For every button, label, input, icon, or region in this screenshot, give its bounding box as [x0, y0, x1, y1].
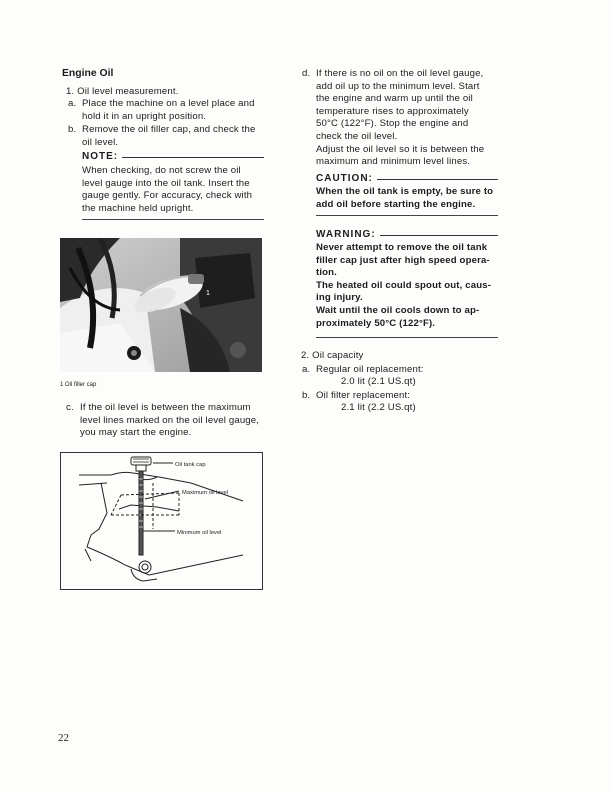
step-b-text [82, 124, 264, 149]
photo-callout-number: 1 [206, 290, 210, 297]
text-line: Wait until the oil cools down to ap- [316, 304, 480, 316]
step-b-label: b. [68, 124, 77, 135]
text-line: gauge gently. For accuracy, check with [82, 190, 253, 202]
text-line: When the oil tank is empty, be sure to [316, 186, 494, 197]
max-level-label: Maximum oil level [182, 490, 229, 496]
capacity-a-text: Regular oil replacement: [316, 364, 424, 375]
step-c-label: c. [66, 402, 74, 413]
text-line: level lines marked on the oil level gauge, [80, 414, 260, 426]
capacity-b-text: Oil filter replacement: [316, 390, 411, 401]
note-rule [122, 157, 264, 158]
text-line: oil level. [82, 136, 119, 148]
text-line: you may start the engine. [80, 427, 192, 439]
text-line: If there is no oil on the oil level gauge, [316, 68, 484, 79]
photo-caption: 1 Oil filler cap [60, 382, 97, 388]
text-line: Remove the oil filler cap, and check the [82, 124, 256, 135]
text-line: tion. [316, 267, 337, 279]
text-line: Never attempt to remove the oil tank [316, 242, 488, 253]
step-d-label: d. [302, 68, 311, 79]
warning-heading [316, 229, 498, 240]
text-line: maximum and minimum level lines. [316, 156, 471, 168]
text-line: filler cap just after high speed opera- [316, 254, 490, 266]
text-line: level gauge into the oil tank. Insert the [82, 177, 250, 189]
text-line: If the oil level is between the maximum [80, 402, 251, 413]
note-heading [82, 151, 264, 162]
capacity-a-value: 2.0 lit (2.1 US.qt) [341, 376, 416, 387]
text-line: Adjust the oil level so it is between the [316, 143, 485, 155]
page-number: 22 [58, 732, 69, 744]
caution-end-rule [316, 215, 498, 216]
note-body [82, 165, 264, 215]
text-line: the machine held upright. [82, 202, 194, 214]
warning-rule [380, 235, 498, 236]
caution-heading [316, 173, 498, 184]
text-line: add oil up to the minimum level. Start [316, 80, 480, 92]
capacity-b-value: 2.1 lit (2.2 US.qt) [341, 402, 416, 413]
capacity-a-label: a. [302, 364, 311, 375]
warning-end-rule [316, 337, 498, 338]
caution-label: CAUTION: [316, 173, 373, 184]
warning-label: WARNING: [316, 229, 376, 240]
text-line: check the oil level. [316, 130, 398, 142]
text-line: When checking, do not screw the oil [82, 165, 241, 176]
text-line: hold it in an upright position. [82, 110, 207, 122]
step-a-label: a. [68, 98, 77, 109]
cap-label: Oil tank cap [175, 462, 206, 468]
min-level-label: Minimum oil level [177, 530, 222, 536]
text-line: The heated oil could spout out, caus- [316, 279, 492, 291]
caution-rule [377, 179, 498, 180]
note-end-rule [82, 219, 264, 220]
text-line: proximately 50°C (122°F). [316, 317, 436, 329]
oil-tank-diagram [60, 452, 263, 590]
capacity-b-label: b. [302, 390, 311, 401]
step-c-text [80, 402, 268, 440]
step-a-text [82, 98, 264, 123]
text-line: temperature rises to approximately [316, 105, 469, 117]
text-line: ing injury. [316, 292, 363, 304]
text-line: Place the machine on a level place and [82, 98, 255, 109]
text-line: 50°C (122°F). Stop the engine and [316, 118, 469, 130]
text-line: add oil before starting the engine. [316, 198, 476, 210]
step-2-heading: 2. Oil capacity [301, 350, 364, 361]
warning-body [316, 242, 500, 330]
text-line: the engine and warm up until the oil [316, 93, 473, 105]
step-d-text [316, 68, 498, 169]
note-label: NOTE: [82, 151, 119, 162]
oil-filler-photo [60, 238, 262, 372]
caution-body [316, 186, 500, 211]
step-1-heading: 1. Oil level measurement. [66, 86, 179, 97]
section-title: Engine Oil [62, 68, 114, 79]
